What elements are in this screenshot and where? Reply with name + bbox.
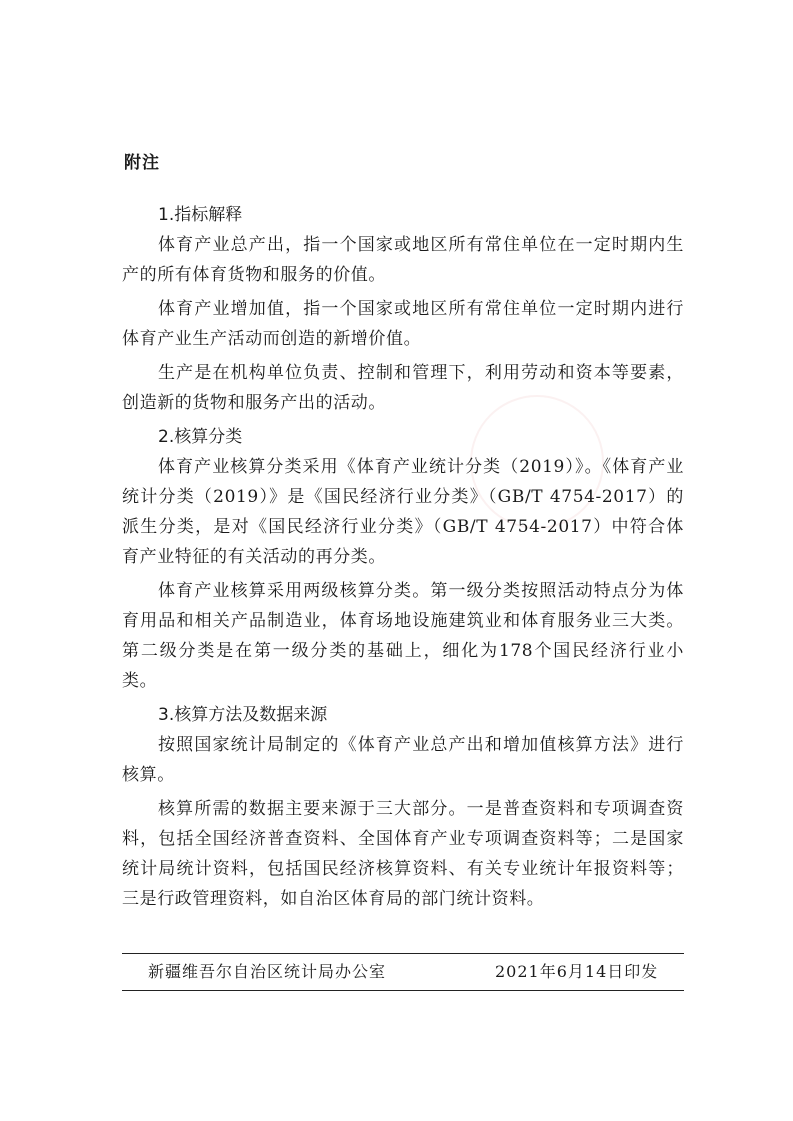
paragraph: 按照国家统计局制定的《体育产业总产出和增加值核算方法》进行核算。: [122, 735, 684, 785]
paragraph: 体育产业增加值，指一个国家或地区所有常住单位一定时期内进行体育产业生产活动而创造的新增价值。: [122, 299, 684, 349]
paragraph: 体育产业核算分类采用《体育产业统计分类（2019）》。《体育产业统计分类（2019）》是《国民经济行业分类》（GB/T 4754-2017）的派生分类，是对《国民经济行业分类》（GB/T 4754-2017）中符合体育产业特征的有关活动的再分类。: [122, 457, 684, 567]
section-title: 3.核算方法及数据来源: [158, 705, 328, 725]
page-heading: 附注: [124, 153, 160, 173]
footer-issuer: 新疆维吾尔自治区统计局办公室: [148, 962, 387, 981]
paragraph: 体育产业总产出，指一个国家或地区所有常住单位在一定时期内生产的所有体育货物和服务的价值。: [122, 235, 684, 285]
section-classification: [122, 422, 684, 696]
section-title: 1.指标解释: [158, 205, 243, 225]
section-title: 2.核算分类: [158, 427, 243, 447]
paragraph: 生产是在机构单位负责、控制和管理下，利用劳动和资本等要素，创造新的货物和服务产出的活动。: [122, 363, 684, 413]
footer-bottom-rule: [122, 990, 684, 991]
section-indicators: [122, 200, 684, 418]
footer-date: 2021年6月14日印发: [495, 962, 659, 981]
paragraph: 核算所需的数据主要来源于三大部分。一是普查资料和专项调查资料，包括全国经济普查资料、全国体育产业专项调查资料等；二是国家统计局统计资料，包括国民经济核算资料、有关专业统计年报资料等；三是行政管理资料，如自治区体育局的部门统计资料。: [122, 799, 684, 909]
notes-content: [122, 200, 684, 918]
paragraph: 体育产业核算采用两级核算分类。第一级分类按照活动特点分为体育用品和相关产品制造业，体育场地设施建筑业和体育服务业三大类。第二级分类是在第一级分类的基础上，细化为178个国民经济行业小类。: [122, 581, 684, 691]
footer-top-rule: [122, 953, 684, 954]
section-methods: [122, 700, 684, 914]
